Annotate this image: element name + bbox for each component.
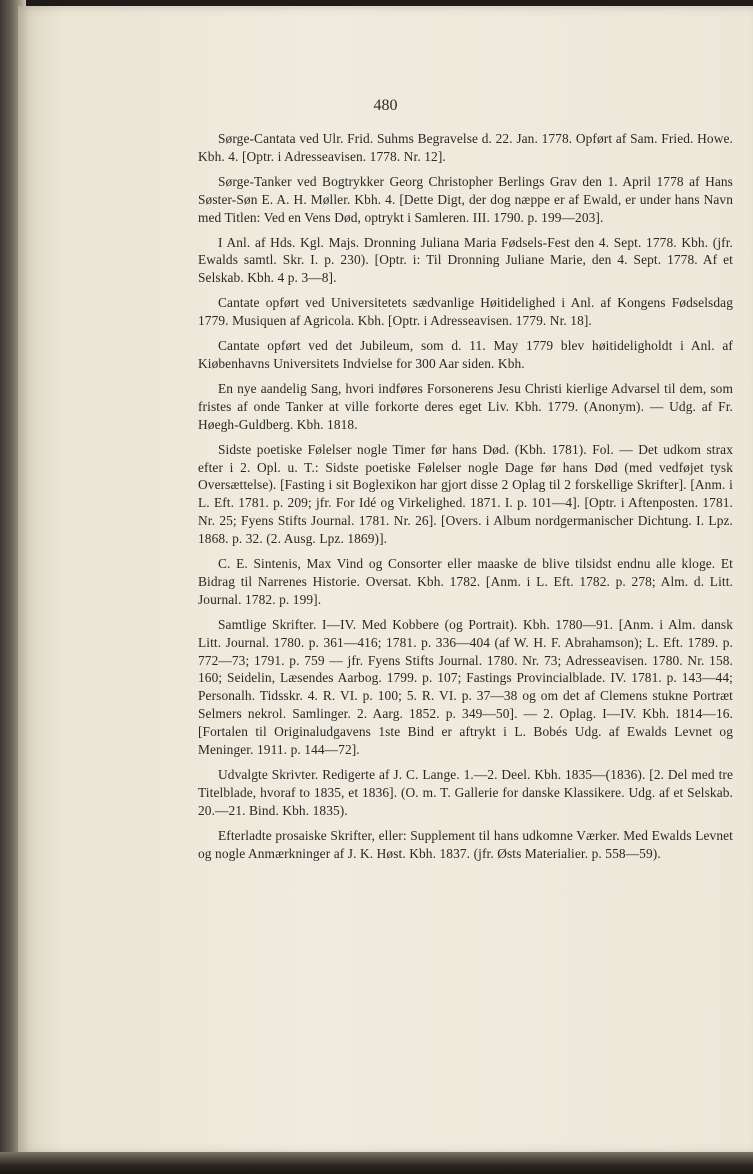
bibliography-entry: Cantate opført ved Universitetets sædvanlige Høitidelighed i Anl. af Kongens Fødselsdag 1779. Musiquen af Agricola. Kbh. [Optr. i Adresseavisen. 1779. Nr. 18].: [198, 295, 733, 329]
bibliography-entry: Sørge-Tanker ved Bogtrykker Georg Christopher Berlings Grav den 1. April 1778 af Hans Søster-Søn E. A. H. Møller. Kbh. 4. [Dette Digt, der dog næppe er af Ewald, er under hans Navn med Titlen: Ved en Vens Død, optrykt i Samleren. III. 1790. p. 199—203].: [198, 173, 733, 225]
bibliography-entry: C. E. Sintenis, Max Vind og Consorter eller maaske de blive tilsidst endnu alle kloge. Et Bidrag til Narrenes Historie. Oversat. Kbh. 1782. [Anm. i L. Eft. 1782. p. 278; Alm. d. Litt. Journal. 1782. p. 199].: [198, 556, 733, 607]
bibliography-entry: I Anl. af Hds. Kgl. Majs. Dronning Juliana Maria Fødsels-Fest den 4. Sept. 1778. Kbh. (jfr. Ewalds samtl. Skr. I. p. 230). [Optr. i: Til Dronning Juliane Marie, den 4. Sept. 1778. Af et Selskab. Kbh. 4 p. 3—8].: [198, 234, 733, 286]
bibliography-entry: Efterladte prosaiske Skrifter, eller: Supplement til hans udkomne Værker. Med Ewalds Levnet og nogle Anmærkninger af J. K. Høst. Kbh. 1837. (jfr. Østs Materialier. p. 558—59).: [198, 827, 733, 861]
book-page: [18, 6, 753, 1154]
page-number: 480: [373, 97, 398, 114]
bibliography-entry: Sørge-Cantata ved Ulr. Frid. Suhms Begravelse d. 22. Jan. 1778. Opført af Sam. Fried. Howe. Kbh. 4. [Optr. i Adresseavisen. 1778. Nr. 12].: [198, 131, 733, 164]
bibliography-entry: Samtlige Skrifter. I—IV. Med Kobbere (og Portrait). Kbh. 1780—91. [Anm. i Alm. dansk Litt. Journal. 1780. p. 361—416; 1781. p. 336—404 (af W. H. F. Abrahamson); L. Eft. 1789. p. 772—73; 1791. p. 759 — jfr. Fyens Stifts Journal. 1780. Nr. 73; Adresseavisen. 1780. Nr. 158. 160; Seidelin, Læsendes Aarbog. 1799. p. 107; Fastings Provincialblade. IV. 1781. p. 143—44; Personalh. Tidsskr. 4. R. VI. p. 100; 5. R. VI. p. 37—38 og om det af Clemens stukne Portræt Selmers nekrol. Samlinger. 2. Aarg. 1852. p. 349—50]. — 2. Oplag. I—IV. Kbh. 1814—16. [Fortalen til Originaludgavens 1ste Bind er aftrykt i L. Bobés Udg. af Ewalds Levnet og Meninger. 1911. p. 144—72].: [198, 616, 733, 758]
page-bottom-edge: [0, 1152, 753, 1174]
bibliography-entry: Cantate opført ved det Jubileum, som d. 11. May 1779 blev høitideligholdt i Anl. af Kiøbenhavns Universitets Indvielse for 300 Aar siden. Kbh.: [198, 338, 733, 371]
bibliography-text: [198, 130, 733, 870]
bibliography-entry: Udvalgte Skrivter. Redigerte af J. C. Lange. 1.—2. Deel. Kbh. 1835—(1836). [2. Del med tre Titelblade, hvoraf to 1835, et 1836]. (O. m. T. Gallerie for danske Klassikere. Udg. af et Selskab. 20.—21. Bind. Kbh. 1835).: [198, 767, 733, 818]
bibliography-entry: En nye aandelig Sang, hvori indføres Forsonerens Jesu Christi kierlige Advarsel til dem, som fristes af onde Tanker at ville forkorte deres eget Liv. Kbh. 1779. (Anonym). — Udg. af Fr. Høegh-Guldberg. Kbh. 1818.: [198, 380, 733, 432]
bibliography-entry: Sidste poetiske Følelser nogle Timer før hans Død. (Kbh. 1781). Fol. — Det udkom strax efter i 2. Opl. u. T.: Sidste poetiske Følelser nogle Dage før hans Død (med vedføjet tysk Oversættelse). [Fasting i sit Boglexikon har gjort disse 2 Oplag til 2 forskellige Skrifter]. [Anm. i L. Eft. 1781. p. 209; jfr. For Idé og Virkelighed. 1871. I. p. 101—4]. [Optr. i Aftenposten. 1781. Nr. 25; Fyens Stifts Journal. 1781. Nr. 26]. [Overs. i Album nordgermanischer Dichtung. I. Lpz. 1868. p. 32. (2. Ausg. Lpz. 1869)].: [198, 441, 733, 547]
